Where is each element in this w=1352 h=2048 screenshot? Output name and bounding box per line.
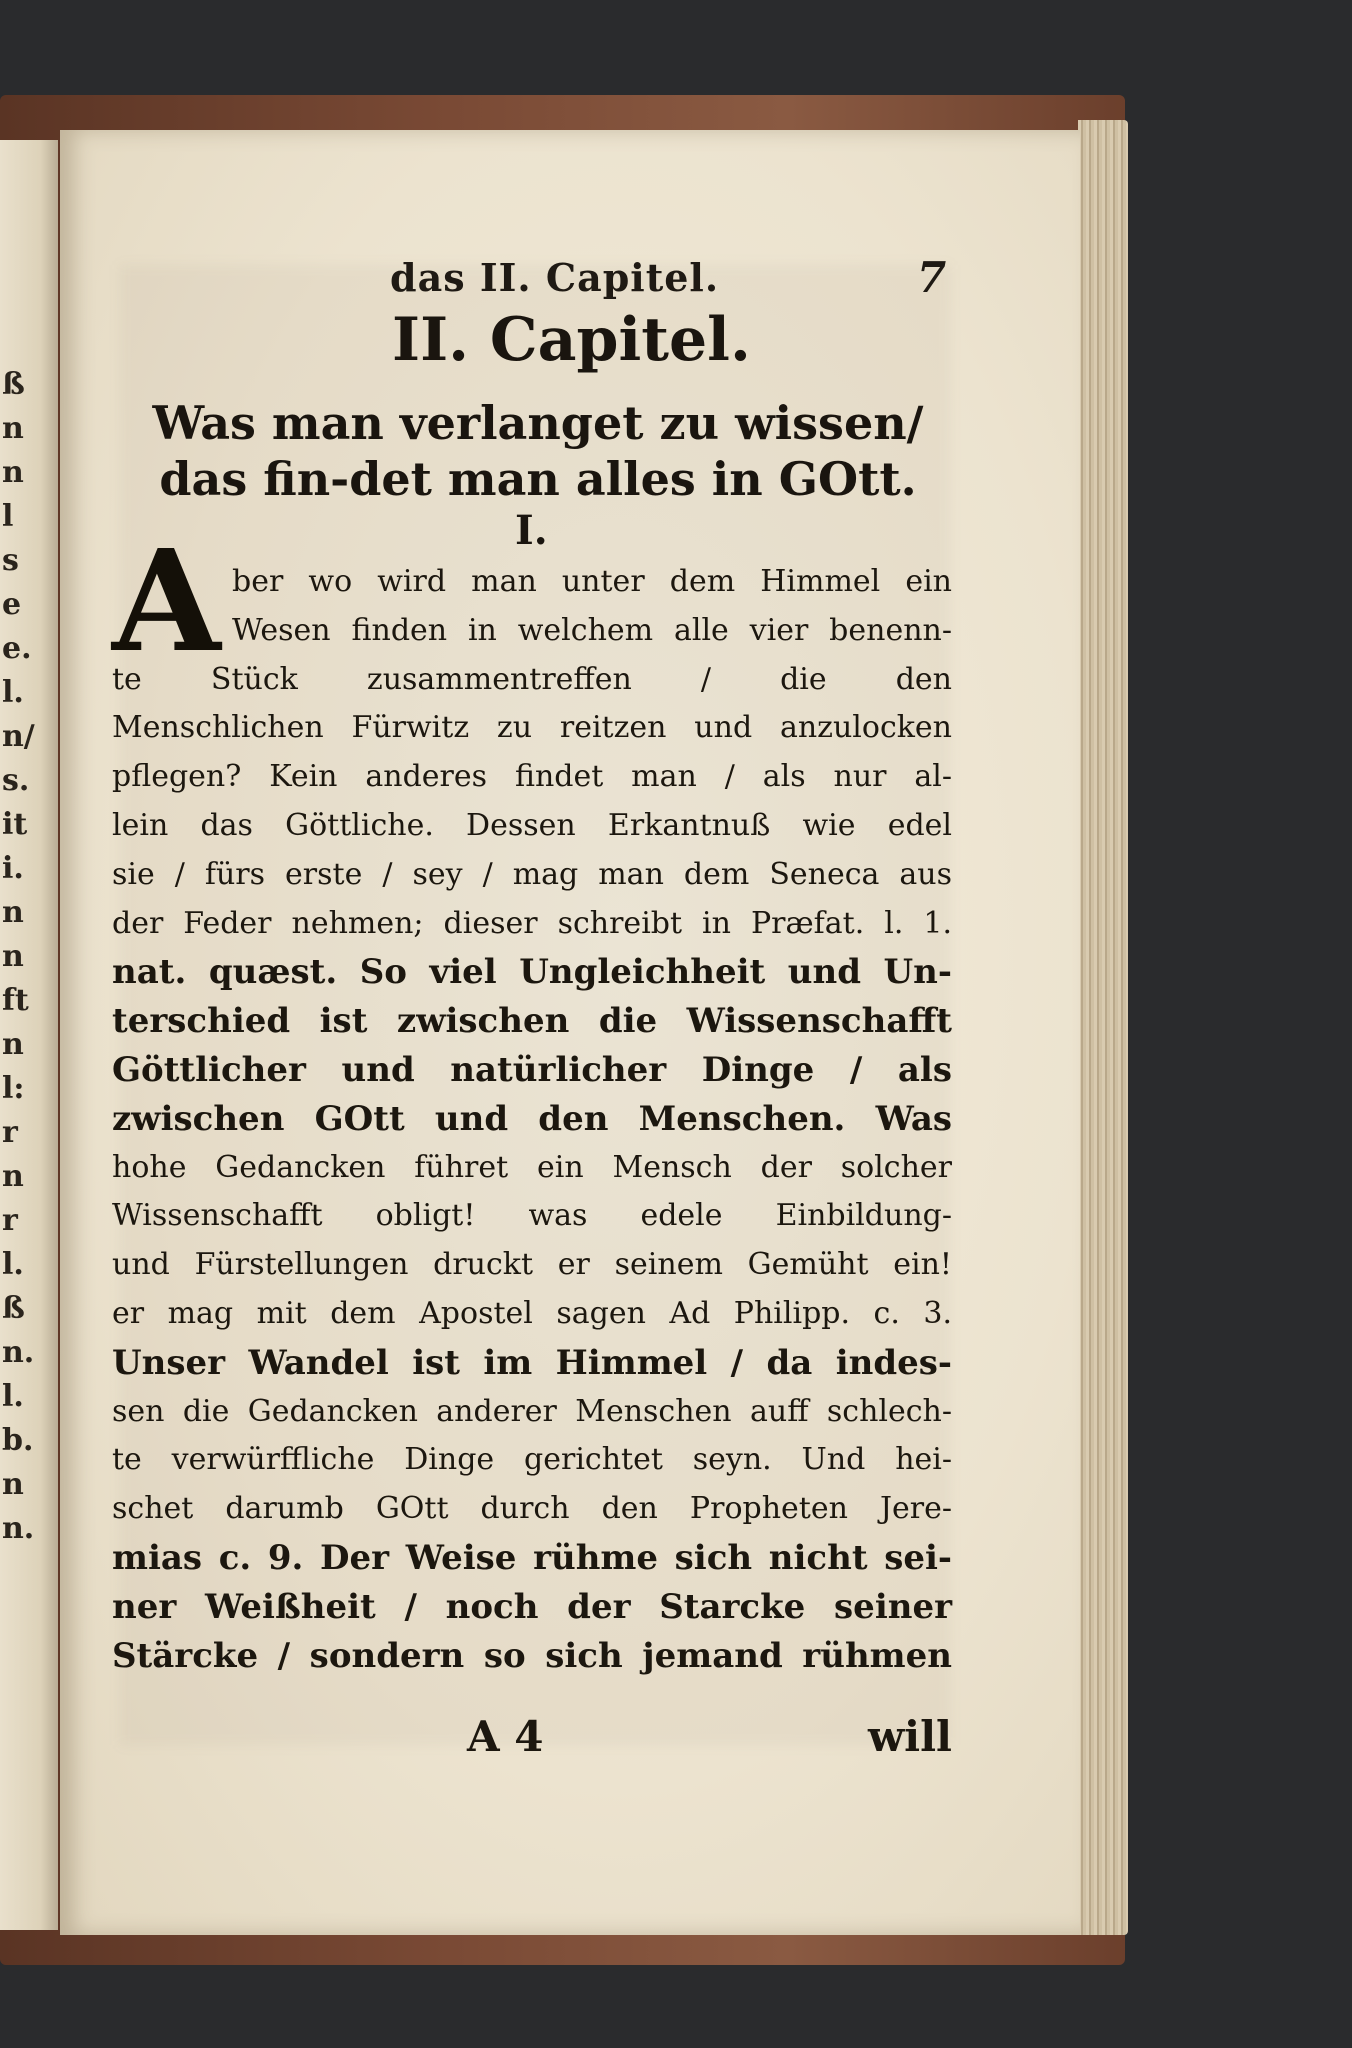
text-line: der Feder nehmen; dieser schreibt in Præfat. l. 1.	[112, 905, 952, 941]
left-page-fragment: n	[2, 1467, 24, 1502]
page-number: 7	[917, 253, 947, 302]
left-page-fragment: n.	[2, 1335, 35, 1370]
text-line: nat. quæst. So viel Ungleichheit und Un-	[112, 952, 952, 993]
text-line: Menschlichen Fürwitz zu reitzen und anzulocken	[112, 710, 952, 746]
left-page-fragment: n	[2, 1027, 24, 1062]
text-line: zwischen GOtt und den Menschen. Was	[112, 1098, 952, 1139]
text-line: Wesen finden in welchem alle vier benenn-	[232, 612, 952, 648]
text-line: ber wo wird man unter dem Himmel ein	[232, 564, 952, 599]
left-page-fragment: r	[2, 1203, 18, 1238]
left-page-fragment: s.	[2, 763, 30, 798]
text-line: er mag mit dem Apostel sagen Ad Philipp. c. 3.	[112, 1296, 952, 1331]
left-page-fragment: ß	[2, 367, 25, 402]
left-page-fragment: ß	[2, 1291, 25, 1326]
page-edges	[1078, 120, 1128, 1935]
left-page-fragment: l:	[2, 1071, 25, 1106]
left-page-fragment: n.	[2, 1511, 35, 1546]
section-number: I.	[515, 507, 548, 554]
left-page-fragment: l	[2, 499, 14, 534]
text-line: sen die Gedancken anderer Menschen auff schlech-	[112, 1393, 952, 1429]
chapter-title: II. Capitel.	[392, 305, 751, 375]
left-page-edge	[0, 140, 58, 1930]
page-footer	[112, 1712, 952, 1762]
drop-cap: A	[112, 520, 221, 684]
left-page-fragment: l.	[2, 1379, 24, 1414]
text-line: Wissenschafft obligt! was edele Einbildung-	[112, 1198, 952, 1234]
text-line: hohe Gedancken führet ein Mensch der solcher	[112, 1149, 952, 1185]
left-page-fragment: l.	[2, 1247, 24, 1282]
running-head: das II. Capitel.	[390, 255, 720, 300]
catchword: will	[867, 1712, 952, 1761]
left-page-fragment: i.	[2, 851, 24, 886]
text-line: pflegen? Kein anderes findet man / als nur al-	[112, 759, 952, 795]
text-line: sie / fürs erste / sey / mag man dem Seneca aus	[112, 856, 952, 892]
text-line: te Stück zusammentreffen / die den	[112, 661, 952, 697]
text-line: lein das Göttliche. Dessen Erkantnuß wie edel	[112, 808, 952, 843]
left-page-fragment: it	[2, 807, 28, 842]
left-page-fragment: s	[2, 543, 19, 578]
chapter-heading: Was man verlanget zu wissen/ das fin-det man alles in GOtt.	[152, 396, 924, 506]
left-page-fragment: ft	[2, 983, 29, 1018]
signature-mark: A 4	[467, 1712, 544, 1761]
text-line: Stärcke / sondern so sich jemand rühmen	[112, 1635, 952, 1676]
text-line: und Fürstellungen druckt er seinem Gemüht ein!	[112, 1247, 952, 1283]
left-page-fragment: n	[2, 1159, 24, 1194]
text-line: Göttlicher und natürlicher Dinge / als	[112, 1050, 952, 1090]
left-page-fragment: e	[2, 587, 22, 622]
text-line: terschied ist zwischen die Wissenschafft	[112, 1001, 952, 1042]
left-page-fragment: n/	[2, 719, 35, 754]
left-page-fragment: b.	[2, 1423, 34, 1458]
left-page-fragment: n	[2, 939, 24, 974]
text-line: ner Weißheit / noch der Starcke seiner	[112, 1586, 952, 1627]
left-page-fragment: n	[2, 895, 24, 930]
text-line: schet darumb GOtt durch den Propheten Jere-	[112, 1491, 952, 1527]
text-line: mias c. 9. Der Weise rühme sich nicht sei-	[112, 1538, 952, 1578]
left-page-fragment: l.	[2, 675, 24, 710]
left-page-fragment: r	[2, 1115, 18, 1150]
left-page-fragment: e.	[2, 631, 32, 666]
left-page-fragment: n	[2, 411, 24, 446]
text-line: Unser Wandel ist im Himmel / da indes-	[112, 1342, 952, 1383]
text-line: te verwürffliche Dinge gerichtet seyn. Und hei-	[112, 1442, 952, 1478]
left-page-fragment: n	[2, 455, 24, 490]
